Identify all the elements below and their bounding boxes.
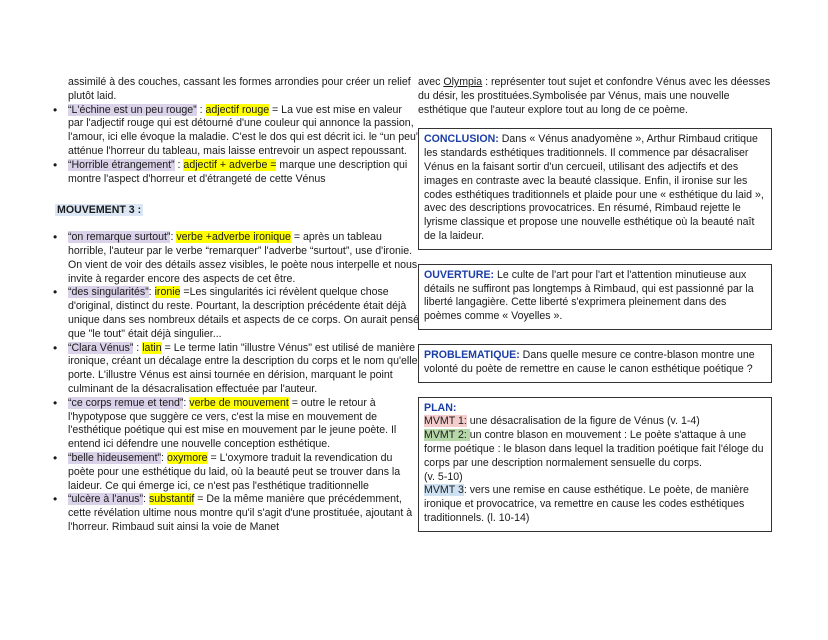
bullet-item [52,342,420,397]
separator: : [161,451,167,464]
movement-3-heading: MOUVEMENT 3 : [57,204,142,217]
problematique-label: PROBLEMATIQUE: [424,348,520,361]
figure-of-speech-tag: verbe de mouvement [189,396,289,409]
plan-movement-2: MVMT 2: un contre blason en mouvement : Le poète s'attaque à une forme poétique : le blason dans lequel la tradition poétique fait l'éloge du corps par une description normalement sensuelle du corps. [424,429,764,469]
bullet-list-movement-2 [52,104,420,187]
bullet-item [52,159,420,187]
analysis-text: marque une description qui montre l'aspect d'horreur et d'étrangeté de cette Vénus [68,158,408,185]
olympia-paragraph: avec Olympia : représenter tout sujet et confondre Vénus avec les déesses du désir, les prostituées.Symbolisée par Vénus, mais une nouvelle esthétique que l'auteur explore tout au long de ce poème. [418,76,771,116]
figure-of-speech-tag: ironie [154,286,181,299]
separator: : [196,103,206,116]
analysis-text: = La vue est mise en valeur par l'adjectif rouge qui est détourné d'une couleur qui annonce la passion, l'amour, ici elle évoque la maladie. C'est le dos qui est décrit ici. le “un peu” atténue l'horreur du tableau, mais laisse entrevoir un aspect repoussant. [68,103,420,157]
quoted-citation: “ce corps remue et tend” [68,396,184,409]
analysis-text: = outre le retour à l'hypotypose que suggère ce vers, c'est la mise en mouvement de l'esthétique poétique qui est mise en mouvement par le jeune poète. Il entend ici défendre une nouvelle conception esthétique. [68,396,397,451]
bullet-item [52,397,420,452]
figure-of-speech-tag: adjectif + adverbe = [183,158,277,171]
plan-movement-1: MVMT 1: une désacralisation de la figure de Vénus (v. 1-4) [424,415,700,428]
conclusion-text: Dans « Vénus anadyomène », Arthur Rimbaud critique les standards esthétiques traditionnels. Il commence par désacraliser Vénus en la faisant sortir d'un cercueil, utilisant des adjectifs et des images en contraste avec la beauté classique. Enfin, il ironise sur les codes esthétiques traditionnels et plaide pour une « esthétique du laid », avec des descriptions provocatrices. En résumé, Rimbaud rejette le lyrisme classique et propose une nouvelle esthétique où la beauté naît de la laideur. [424,133,764,242]
separator: : [183,396,190,409]
quoted-citation: “Clara Vénus” [68,341,134,354]
figure-of-speech-tag: latin [142,341,162,354]
bullet-item [52,286,420,341]
bullet-item [52,452,420,493]
olympia-reference: Olympia [443,76,483,88]
bullet-item [52,231,420,286]
bullet-item [52,493,420,534]
analysis-text: = Le terme latin "illustre Vénus" est utilisé de manière ironique, créant un décalage entre la description du corps et le nom qu'elle porte. L'illustre Vénus est ainsi tournée en dérision, marquant le point culminant de la désacralisation effectuée par l'auteur. [68,341,418,395]
bullet-item [52,104,420,159]
bullet-list-movement-3 [52,231,420,535]
analysis-text: =Les singularités ici révèlent quelque chose d'original, distinct du reste. Pourtant, la description précédente était déjà unique dans ses nombreux détails et aspects de ce corps. On aurait pensé que "le tout" était déjà singulier... [68,286,419,340]
separator: : [133,341,143,354]
plan-movement-3: MVMT 3: vers une remise en cause esthétique. Le poète, de manière ironique et provocatrice, va remettre en cause les codes esthétiques traditionnels. (l. 10-14) [424,484,749,524]
analysis-text: = L'oxymore traduit la revendication du poète pour une esthétique du laid, où la beauté peut se trouver dans la laideur. Ce qui émerge ici, ce n'est pas l'esthétique traditionnelle [68,451,401,492]
separator: : [170,231,177,244]
figure-of-speech-tag: adjectif rouge [205,103,270,116]
plan-label: PLAN: [424,401,457,414]
quoted-citation: “des singularités” [68,286,149,299]
plan-movement-2-ref: (v. 5-10) [424,470,463,483]
conclusion-label: CONCLUSION: [424,133,499,146]
quoted-citation: “L'échine est un peu rouge” [68,103,197,116]
ouverture-text: Le culte de l'art pour l'art et l'attention minutieuse aux détails ne suffiront pas longtemps à Rimbaud, qui est passionné par la liberté langagière. Cette liberté s'exprimera pleinement dans des poèmes comme « Voyelles ». [424,268,754,323]
problematique-box [418,344,772,383]
analysis-text: = De la même manière que précédemment, cette révélation ultime nous montre qu'il s'agit d'une prostituée, ajoutant à l'horreur. Rimbaud suit ainsi la voie de Manet [68,493,413,533]
separator: : [143,493,149,506]
left-column [52,76,420,535]
ouverture-label: OUVERTURE: [424,268,495,281]
figure-of-speech-tag: oxymore [166,451,208,464]
quoted-citation: “on remarque surtout” [68,231,171,244]
quoted-citation: “Horrible étrangement” [68,158,175,171]
quoted-citation: “belle hideusement” [68,451,162,464]
problematique-text: Dans quelle mesure ce contre-blason montre une volonté du poète de remettre en cause le canon esthétique poétique ? [424,348,755,375]
right-column [418,76,772,532]
analysis-text: = après un tableau horrible, l'auteur par le verbe “remarquer” l'adverbe “surtout”, use d'ironie. On vient de voir des détails assez visibles, le poète nous interpelle et nous invite à regarder encore des aspects de cet être. [68,231,418,285]
conclusion-box [418,128,772,249]
figure-of-speech-tag: verbe +adverbe ironique [176,231,291,244]
ouverture-box [418,264,772,330]
plan-box [418,397,772,532]
quoted-citation: “ulcère à l'anus” [68,493,144,506]
separator: : [174,158,184,171]
intro-continuation: assimilé à des couches, cassant les formes arrondies pour créer un relief plutôt laid. [68,76,411,102]
figure-of-speech-tag: substantif [148,493,195,506]
separator: : [148,286,155,299]
